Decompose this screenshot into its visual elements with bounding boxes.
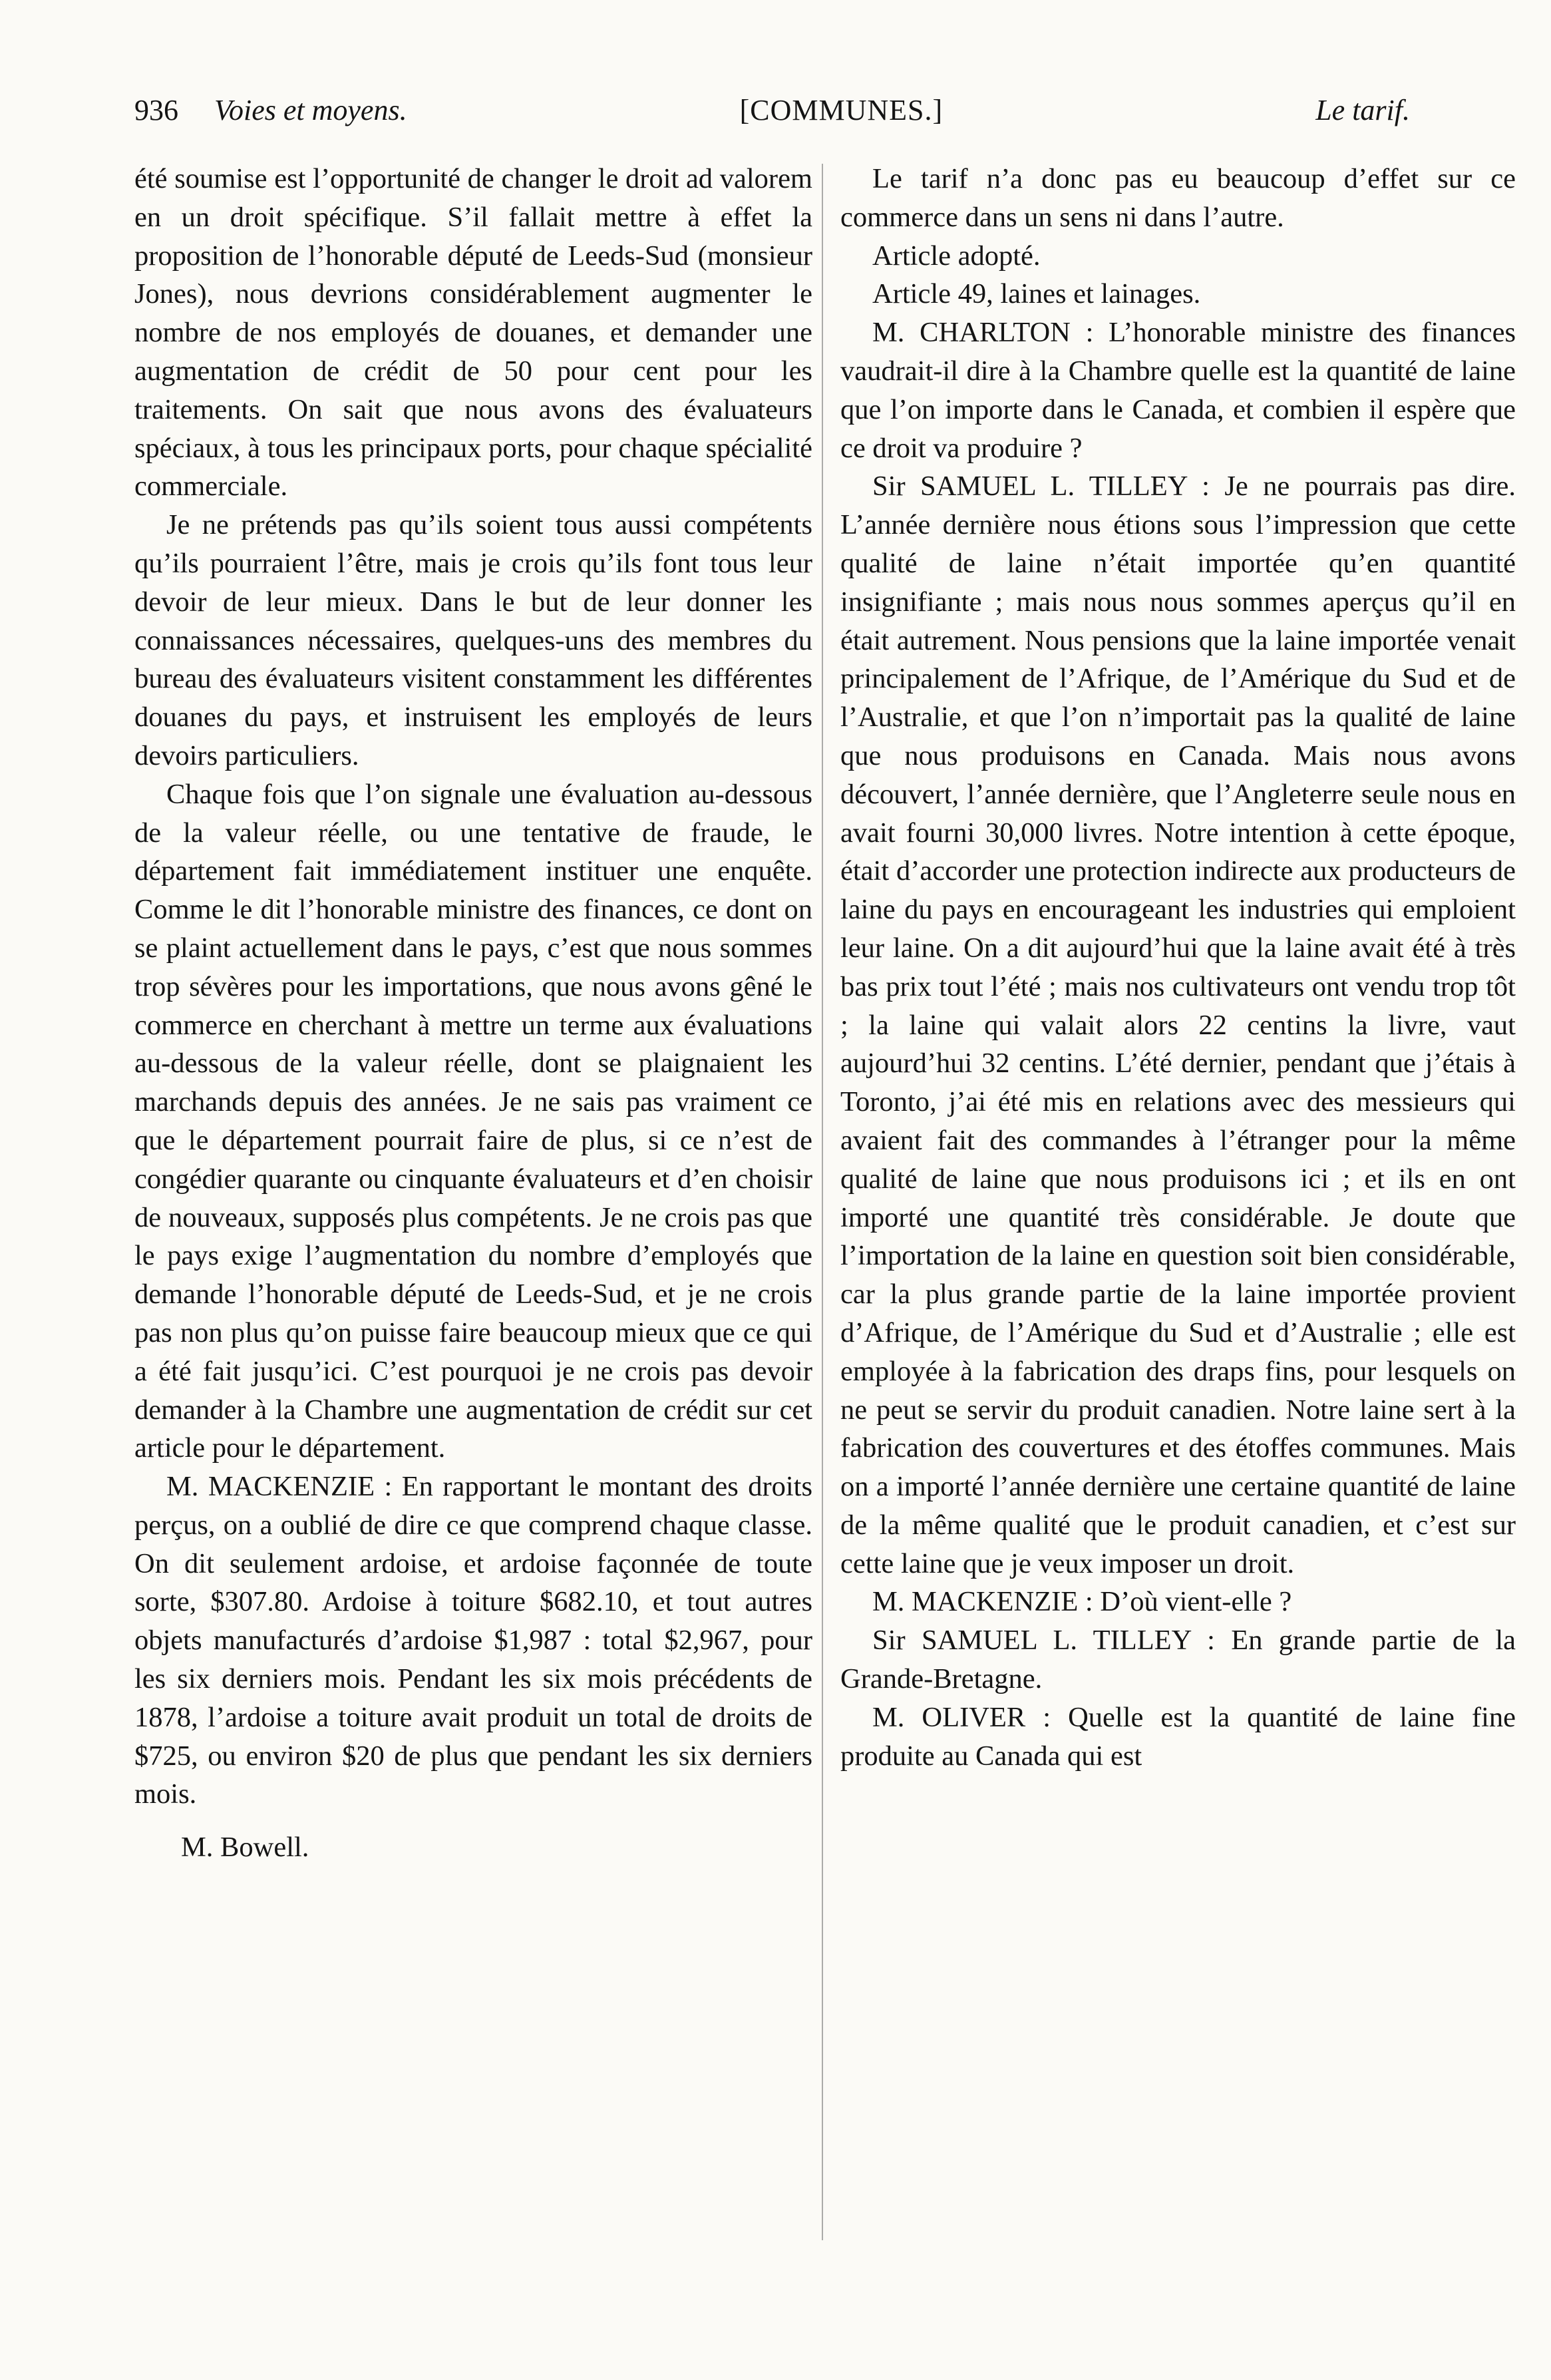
right-column [840, 160, 1516, 1867]
text-columns [134, 160, 1516, 1867]
paragraph: M. OLIVER : Quelle est la quantité de laine fine produite au Canada qui est [840, 1701, 1516, 1772]
speaker-signoff: M. Bowell. [181, 1832, 309, 1864]
paragraph: Je ne prétends pas qu’ils soient tous aussi compétents qu’ils pourraient l’être, mais je crois qu’ils font tous leur devoir de leur mieux. Dans le but de leur donner les connaissances nécessaires, quelques-uns des membres du bureau des évaluateurs visitent constamment les différentes douanes du pays, et instruisent les employés de leurs devoirs particuliers. [134, 509, 812, 771]
paragraph: M. MACKENZIE : En rapportant le montant des droits perçus, on a oublié de dire ce que comprend chaque classe. On dit seulement ardoise, et ardoise façonnée de toute sorte, $307.80. Ardoise à toiture $682.10, et tout autres objets manufacturés d’ardoise $1,987 : total $2,967, pour les six derniers mois. Pendant les six mois précédents de 1878, l’ardoise a toiture avait produit un total de droits de $725, ou environ $20 de plus que pendant les six derniers mois. [134, 1471, 812, 1810]
paragraph: été soumise est l’opportunité de changer le droit ad valorem en un droit spécifique. S’il fallait mettre à effet la proposition de l’honorable député de Leeds-Sud (monsieur Jones), nous devrions considérablement augmenter le nombre de nos employés de douanes, et demander une augmentation de crédit de 50 pour cent pour les traitements. On sait que nous avons des évaluateurs spéciaux, à tous les principaux ports, pour chaque spécialité commerciale. [134, 163, 812, 502]
paragraph: M. MACKENZIE : D’où vient-elle ? [872, 1586, 1292, 1618]
chamber-title: [COMMUNES.] [739, 94, 944, 126]
paragraph: Sir SAMUEL L. TILLEY : En grande partie de la Grande-Bretagne. [840, 1625, 1516, 1695]
page-number: 936 [134, 94, 178, 126]
paragraph: Article adopté. [872, 240, 1041, 272]
paragraph: Chaque fois que l’on signale une évaluation au-dessous de la valeur réelle, ou une tentative de fraude, le département fait immédiatement instituer une enquête. Comme le dit l’honorable ministre des finances, ce dont on se plaint actuellement dans le pays, c’est que nous sommes trop sévères pour les importations, que nous avons gêné le commerce en cherchant à mettre un terme aux évaluations au-dessous de la valeur réelle, dont se plaignaient les marchands depuis des années. Je ne sais pas vraiment ce que le département pourrait faire de plus, si ce n’est de congédier quarante ou cinquante évaluateurs et d’en choisir de nouveaux, supposés plus compétents. Je ne crois pas que le pays exige l’augmentation du nombre d’employés que demande l’honorable député de Leeds-Sud, et je ne crois pas non plus qu’on puisse faire beaucoup mieux que ce qui a été fait jusqu’ici. C’est pourquoi je ne crois pas devoir demander à la Chambre une augmentation de crédit sur cet article pour le département. [134, 778, 812, 1464]
column-divider [822, 164, 823, 2240]
topic-title: Le tarif. [1315, 94, 1410, 126]
left-column [134, 160, 812, 1867]
paragraph: Sir SAMUEL L. TILLEY : Je ne pourrais pas dire. L’année dernière nous étions sous l’impression que cette qualité de laine n’était importée qu’en quantité insignifiante ; mais nous nous sommes aperçus qu’il en était autrement. Nous pensions que la laine importée venait principalement de l’Afrique, de l’Amérique du Sud et de l’Australie, et que l’on n’importait pas la qualité de laine que nous produisons en Canada. Mais nous avons découvert, l’année dernière, que l’Angleterre seule nous en avait fourni 30,000 livres. Notre intention à cette époque, était d’accorder une protection indirecte aux producteurs de laine du pays en encourageant les industries qui emploient leur laine. On a dit aujourd’hui que la laine avait été à très bas prix tout l’été ; mais nos cultivateurs ont vendu trop tôt ; la laine qui valait alors 22 centins la livre, vaut aujourd’hui 32 centins. L’été dernier, pendant que j’étais à Toronto, j’ai été mis en relations avec des messieurs qui avaient fait des commandes à l’étranger pour la même qualité de laine que nous produisons ici ; et ils en ont importé une quantité très considérable. Je doute que l’importation de la laine en question soit bien considérable, car la plus grande partie de la laine importée provient d’Afrique, de l’Amérique du Sud et d’Australie ; elle est employée à la fabrication des draps fins, pour lesquels on ne peut se servir du produit canadien. Notre laine sert à la fabrication des couvertures et des étoffes communes. Mais on a importé l’année dernière une certaine quantité de laine de la même qualité que le produit canadien, et c’est sur cette laine que je veux imposer un droit. [840, 471, 1516, 1579]
header-left [134, 93, 407, 127]
paragraph: Article 49, laines et lainages. [872, 278, 1201, 310]
paragraph: Le tarif n’a donc pas eu beaucoup d’effet sur ce commerce dans un sens ni dans l’autre. [840, 163, 1516, 233]
paragraph: M. CHARLTON : L’honorable ministre des finances vaudrait-il dire à la Chambre quelle est la quantité de laine que l’on importe dans le Canada, et combien il espère que ce droit va produire ? [840, 317, 1516, 464]
section-title: Voies et moyens. [214, 94, 407, 126]
running-header [134, 93, 1410, 134]
